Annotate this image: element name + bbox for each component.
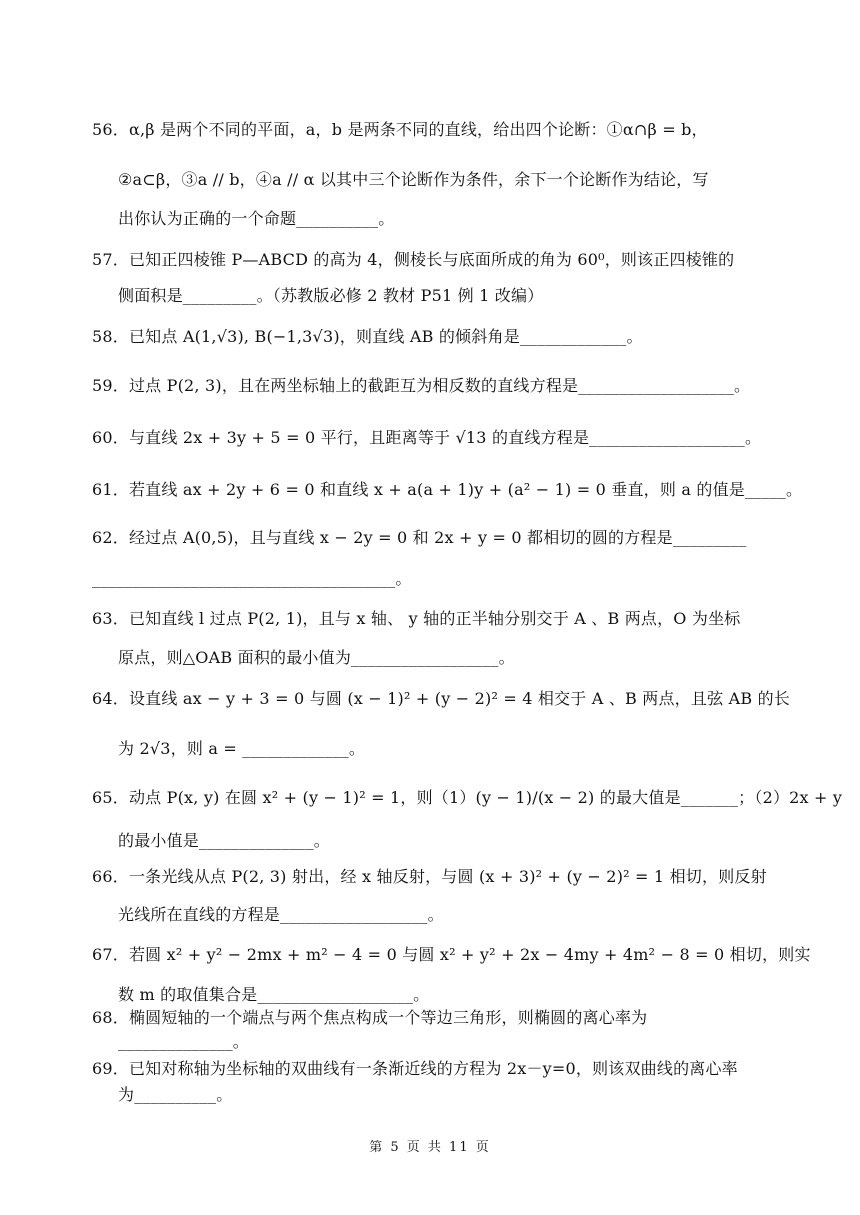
problem-60-line-1: 60．与直线 2x + 3y + 5 = 0 平行，且距离等于 √13 的直线方程是___________________。 [92, 428, 762, 447]
problem-57-line-1: 57．已知正四棱锥 P—ABCD 的高为 4，侧棱长与底面所成的角为 60⁰，则该正四棱锥的 [92, 250, 735, 269]
problem-65-line-1: 65．动点 P(x, y) 在圆 x² + (y − 1)² = 1，则（1）(y − 1)/(x − 2) 的最大值是_______；（2）2x + y [92, 788, 843, 807]
problem-62-line-2: _____________________________________。 [92, 569, 412, 588]
problem-57-line-2: 侧面积是_________。（苏教版必修 2 教材 P51 例 1 改编） [118, 286, 544, 305]
problem-69-line-2: 为__________。 [118, 1085, 233, 1104]
problem-59-line-1: 59．过点 P(2, 3)，且在两坐标轴上的截距互为相反数的直线方程是___________________。 [92, 376, 751, 395]
problem-63-line-2: 原点，则△OAB 面积的最小值为__________________。 [118, 648, 515, 667]
problem-62-line-1: 62．经过点 A(0,5)，且与直线 x − 2y = 0 和 2x + y = 0 都相切的圆的方程是_________ [92, 528, 747, 547]
problem-65-line-2: 的最小值是______________。 [118, 831, 331, 850]
problem-68-line-1: 68．椭圆短轴的一个端点与两个焦点构成一个等边三角形，则椭圆的离心率为 [92, 1008, 648, 1027]
page-number-footer: 第 5 页 共 11 页 [369, 1140, 491, 1155]
problem-64-line-2: 为 2√3，则 a = _____________。 [118, 739, 366, 758]
problem-66-line-2: 光线所在直线的方程是__________________。 [118, 905, 444, 924]
problem-67-line-2: 数 m 的取值集合是___________________。 [118, 985, 430, 1004]
problem-68-line-2: ______________。 [118, 1032, 249, 1051]
problem-56-line-3: 出你认为正确的一个命题__________。 [118, 209, 395, 228]
problem-69-line-1: 69．已知对称轴为坐标轴的双曲线有一条渐近线的方程为 2x－y=0，则该双曲线的离心率 [92, 1059, 738, 1078]
problem-63-line-1: 63．已知直线 l 过点 P(2, 1)，且与 x 轴、 y 轴的正半轴分别交于 A 、B 两点，O 为坐标 [92, 609, 741, 628]
problem-66-line-1: 66．一条光线从点 P(2, 3) 射出，经 x 轴反射，与圆 (x + 3)² + (y − 2)² = 1 相切，则反射 [92, 867, 767, 886]
problem-64-line-1: 64．设直线 ax − y + 3 = 0 与圆 (x − 1)² + (y − 2)² = 4 相交于 A 、B 两点，且弦 AB 的长 [92, 689, 790, 708]
problem-67-line-1: 67．若圆 x² + y² − 2mx + m² − 4 = 0 与圆 x² + y² + 2x − 4my + 4m² − 8 = 0 相切，则实 [92, 945, 811, 964]
problem-58-line-1: 58．已知点 A(1,√3), B(−1,3√3)，则直线 AB 的倾斜角是_____________。 [92, 327, 643, 346]
problem-56-line-1: 56．α,β 是两个不同的平面，a，b 是两条不同的直线，给出四个论断：①α∩β = b， [92, 120, 708, 139]
problem-61-line-1: 61．若直线 ax + 2y + 6 = 0 和直线 x + a(a + 1)y + (a² − 1) = 0 垂直，则 a 的值是_____。 [92, 480, 803, 499]
problem-56-line-2: ②a⊂β，③a // b，④a // α 以其中三个论断作为条件，余下一个论断作为结论，写 [118, 170, 709, 189]
